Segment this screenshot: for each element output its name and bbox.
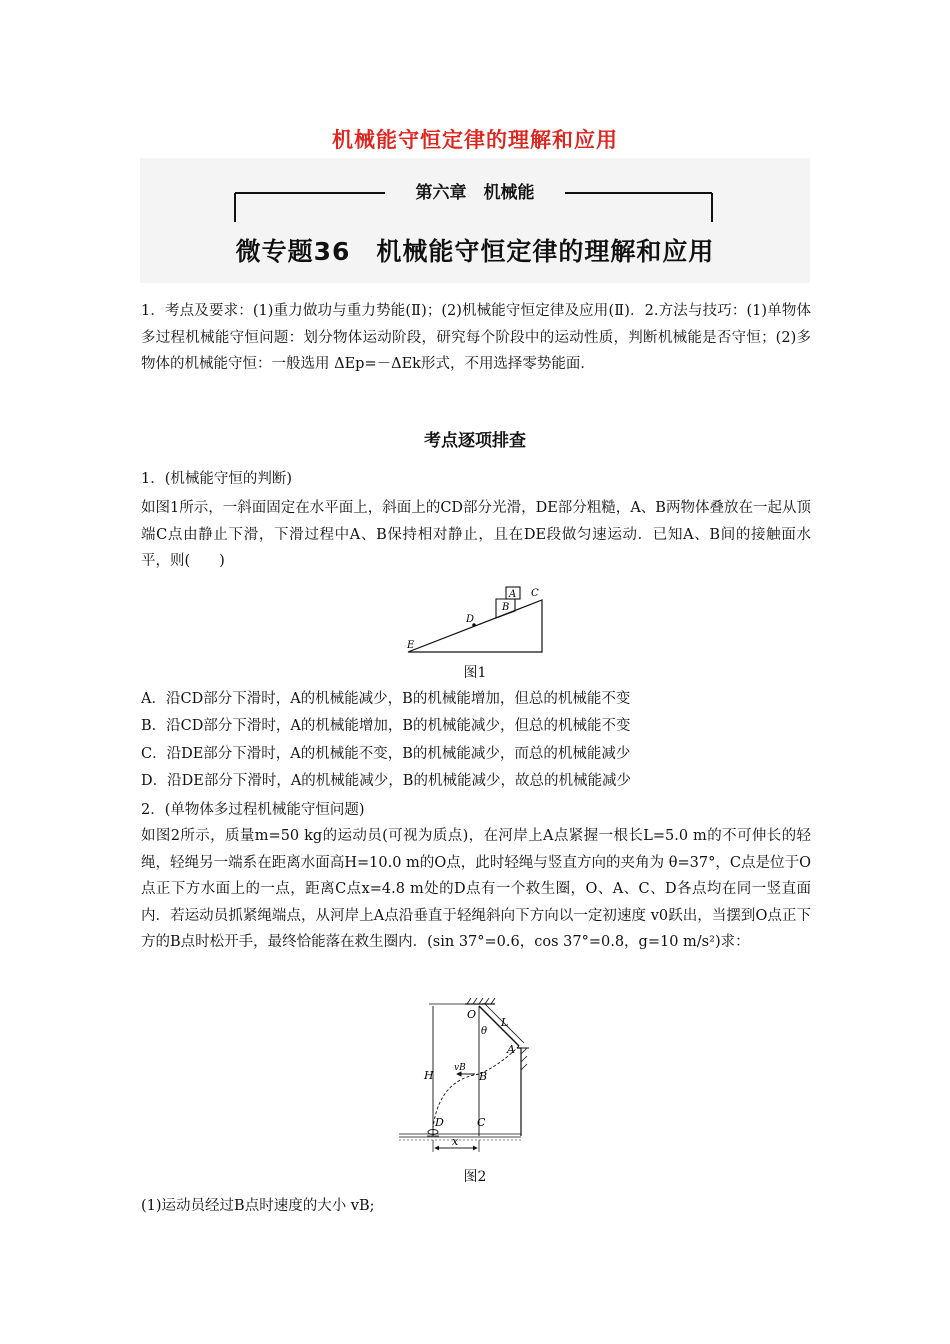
- q2-sub1: (1)运动员经过B点时速度的大小 vB;: [141, 1198, 375, 1214]
- label-d: D: [466, 614, 475, 625]
- label-x: x: [452, 1135, 459, 1148]
- figure-1-incline: [400, 585, 550, 657]
- label-d: D: [435, 1116, 444, 1129]
- label-theta: θ: [481, 1026, 488, 1037]
- label-c: C: [477, 1116, 486, 1129]
- label-a: A: [507, 1043, 515, 1056]
- q1-option-d: D．沿DE部分下滑时，A的机械能减少，B的机械能减少，故总的机械能减少: [141, 773, 631, 789]
- document-title: 机械能守恒定律的理解和应用: [332, 128, 618, 152]
- figure-2-pendulum: [395, 998, 555, 1160]
- q1-option-a: A．沿CD部分下滑时，A的机械能减少，B的机械能增加，但总的机械能不变: [141, 691, 631, 707]
- label-c: C: [531, 588, 539, 599]
- figure-2-caption: 图2: [463, 1169, 487, 1185]
- intro-paragraph: 1．考点及要求：(1)重力做功与重力势能(Ⅱ)；(2)机械能守恒定律及应用(Ⅱ)．2.方法与技巧：(1)单物体多过程机械能守恒问题：划分物体运动阶段，研究每个阶段中的运动性质，判断机械能是否守恒；(2)多物体的机械能守恒：一般选用 ΔEp=－ΔEk形式，不用选择零势能面．: [141, 303, 811, 372]
- q2-label: 2．(单物体多过程机械能守恒问题): [141, 802, 365, 818]
- label-a: A: [509, 589, 517, 600]
- q1-label: 1．(机械能守恒的判断): [141, 471, 293, 487]
- label-b: B: [479, 1070, 488, 1083]
- label-l: L: [501, 1016, 509, 1029]
- label-e: E: [407, 640, 415, 651]
- label-b: B: [502, 602, 510, 613]
- label-o: O: [467, 1008, 477, 1021]
- label-vb: vB: [454, 1063, 466, 1073]
- q1-option-c: C．沿DE部分下滑时，A的机械能不变，B的机械能减少，而总的机械能减少: [141, 746, 631, 762]
- chapter-banner: [140, 158, 810, 283]
- label-h: H: [424, 1069, 434, 1082]
- section-heading: 考点逐项排查: [424, 431, 526, 451]
- figure-1-caption: 图1: [463, 665, 487, 681]
- q1-option-b: B．沿CD部分下滑时，A的机械能增加，B的机械能减少，但总的机械能不变: [141, 718, 631, 734]
- q1-stem: 如图1所示，一斜面固定在水平面上，斜面上的CD部分光滑，DE部分粗糙，A、B两物体叠放在一起从顶端C点由静止下滑，下滑过程中A、B保持相对静止，且在DE段做匀速运动．已知A、B间的接触面水平，则( ): [141, 500, 811, 569]
- chapter-heading: 第六章 机械能: [415, 183, 535, 203]
- q2-stem: 如图2所示，质量m=50 kg的运动员(可视为质点)，在河岸上A点紧握一根长L=5.0 m的不可伸长的轻绳，轻绳另一端系在距离水面高H=10.0 m的O点，此时轻绳与竖直方向的夹角为 θ=37°，C点是位于O点正下方水面上的一点，距离C点x=4.8 m处的D点有一个救生圈，O、A、C、D各点均在同一竖直面内．若运动员抓紧绳端点，从河岸上A点沿垂直于轻绳斜向下方向以一定初速度 v0跃出，当摆到O点正下方的B点时松开手，最终恰能落在救生圈内．(sin 37°=0.6，cos 37°=0.8，g=10 m/s²)求：: [141, 828, 811, 950]
- micro-topic-heading: 微专题36 机械能守恒定律的理解和应用: [235, 237, 715, 266]
